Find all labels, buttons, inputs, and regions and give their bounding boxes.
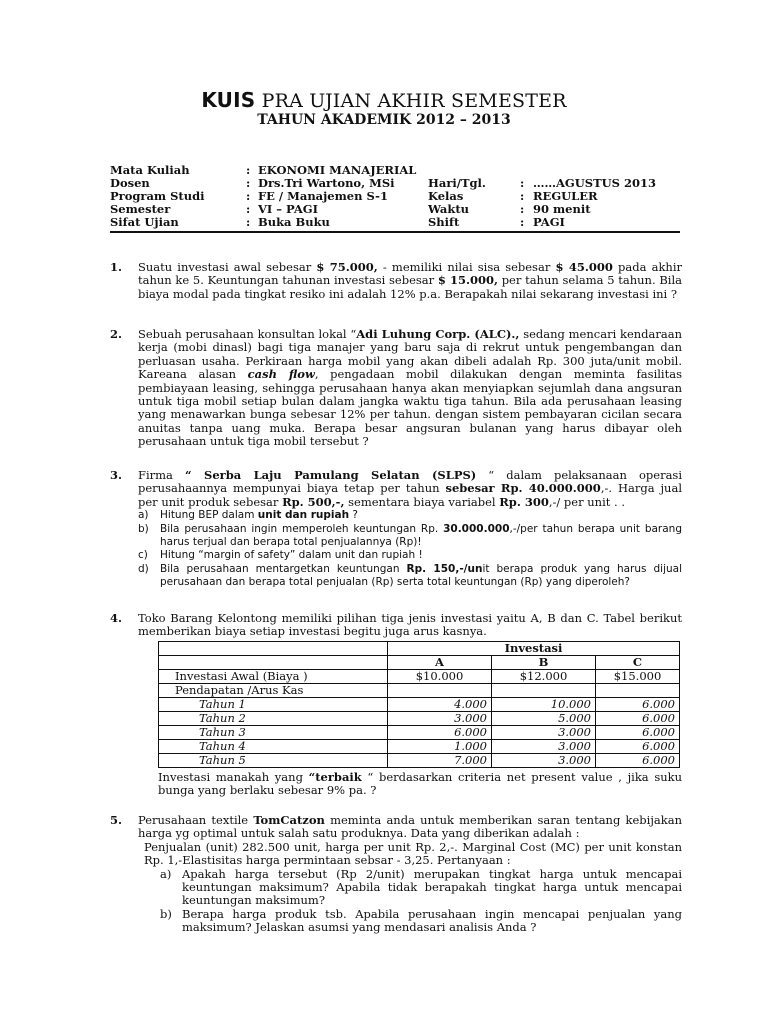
text: Bila perusahaan ingin memperoleh keuntungan Rp.	[160, 522, 444, 535]
table-cell	[388, 684, 492, 698]
text: Penjualan (unit) 282.500 unit, harga per unit Rp. 2,-. Marginal Cost (MC) per unit konstan Rp. 1,-Elastisitas harga permintaan sebsar - 3,25. Pertanyaan :	[144, 839, 682, 868]
info-row	[110, 203, 690, 216]
text: Hitung “margin of safety” dalam unit dan rupiah !	[160, 549, 423, 562]
text: Suatu investasi awal sebesar	[138, 260, 317, 274]
text: Hitung BEP dalam	[160, 509, 258, 522]
text: ,-. Harga jual per unit produk sebesar	[138, 481, 682, 509]
info-colon: :	[246, 163, 251, 177]
text: per tahun selama 5 tahun. Bila biaya modal pada tingkat resiko ini adalah 12% p.a. Berapakah nilai sekarang investasi ini ?	[138, 273, 682, 301]
text: Bila perusahaan mentargetkan keuntungan	[160, 562, 407, 575]
table-cell: 3.000	[492, 754, 596, 768]
info-label: Shift	[428, 215, 460, 229]
table-cell: 3.000	[492, 740, 596, 754]
table-row	[159, 712, 680, 726]
table-cell: 7.000	[388, 754, 492, 768]
sub-question-a	[138, 509, 682, 522]
question-number: 2.	[110, 327, 123, 341]
info-colon: :	[246, 215, 251, 229]
question-number: 1.	[110, 260, 123, 274]
table-header: C	[596, 656, 680, 670]
text: Sebuah perusahaan konsultan lokal “	[138, 327, 357, 341]
table-group-header: Investasi	[388, 642, 680, 656]
table-row	[159, 656, 680, 670]
table-cell: $15.000	[596, 670, 680, 684]
table-row	[159, 642, 680, 656]
table-cell: 6.000	[596, 740, 680, 754]
sub-question-a	[160, 868, 682, 908]
text: “ berdasarkan criteria net present value , jika suku bunga yang berlaku sebesar 9% pa. ?	[158, 770, 682, 798]
table-row	[159, 684, 680, 698]
text: “ dalam pelaksanaan operasi perusahaannya mempunyai biaya tetap per tahun	[138, 468, 683, 496]
document-subtitle: TAHUN AKADEMIK 2012 – 2013	[257, 112, 511, 128]
table-header: A	[388, 656, 492, 670]
text: Berapa harga produk tsb. Apabila perusahaan ingin mencapai penjualan yang maksimum? Jelaskan asumsi yang mendasari analisis Anda ?	[182, 906, 682, 935]
table-cell: 10.000	[492, 698, 596, 712]
table-cell: Tahun 4	[159, 740, 388, 754]
text: ,-/ per unit . .	[548, 494, 625, 509]
question-text	[138, 328, 682, 449]
table-cell	[159, 656, 388, 670]
table-cell	[159, 642, 388, 656]
table-row	[159, 726, 680, 740]
info-value: 90 menit	[533, 202, 591, 216]
info-value: REGULER	[533, 189, 598, 203]
table-cell: Tahun 2	[159, 712, 388, 726]
question-4-followup	[158, 771, 682, 798]
info-row	[110, 216, 690, 229]
info-label: Sifat Ujian	[110, 215, 179, 229]
investment-table	[158, 641, 680, 768]
sub-question-c	[138, 549, 682, 562]
bold-text: “ Serba Laju Pamulang Selatan (SLPS)	[184, 468, 477, 482]
text: it berapa produk yang harus dijual perusahaan dan berapa total penjualan (Rp) serta total keuntungan (Rp) yang diperoleh?	[160, 562, 682, 589]
text: , pengadaan mobil dilakukan dengan meminta fasilitas pembiayaan leasing, sehingga perusahaan hanya akan menyiapkan sejumlah dana angsuran untuk tiga mobil setiap bulan dalam jangka waktu tiga tahun. Bila ada perusahaan leasing yang menawarkan bunga sebesar 12% per tahun. dengan sistem pembayaran cicilan secara anuitas tanpa uang muka. Berapa besar angsuran bulanan yang harus dibayar oleh perusahaan untuk tiga mobil tersebut ?	[138, 367, 682, 449]
question-number: 3.	[110, 468, 123, 482]
bold-text: sebesar Rp. 40.000.000	[445, 481, 601, 496]
document-title	[0, 88, 768, 112]
sub-question-b	[160, 908, 682, 935]
title-rest: PRA UJIAN AKHIR SEMESTER	[261, 90, 567, 112]
sub-letter: c)	[138, 549, 148, 562]
question-number: 4.	[110, 611, 123, 625]
table-cell: 6.000	[596, 754, 680, 768]
sub-letter: a)	[160, 866, 172, 881]
bold-text: “terbaik	[308, 770, 362, 784]
bold-text: $ 45.000	[555, 260, 613, 274]
info-label: Semester	[110, 202, 171, 216]
info-colon: :	[246, 202, 251, 216]
table-cell: 3.000	[492, 726, 596, 740]
table-cell: Pendapatan /Arus Kas	[159, 684, 388, 698]
text: sedang mencari kendaraan kerja (mobi dinasl) bagi tiga manajer yang baru saja di rekrut untuk pengembangan dan perluasan usaha. Perkiraan harga mobil yang akan dibeli adalah Rp. 300 juta/unit mobil. Kareana alasan	[138, 327, 683, 382]
table-cell: $12.000	[492, 670, 596, 684]
question-text	[158, 771, 682, 798]
text: Perusahaan textile	[138, 813, 254, 827]
text: meminta anda untuk memberikan saran tentang kebijakan harga yg optimal untuk salah satu produknya. Data yang diberikan adalah :	[138, 813, 682, 841]
info-label: Kelas	[428, 189, 464, 203]
table-row	[159, 754, 680, 768]
table-row	[159, 740, 680, 754]
exam-info-block	[110, 164, 690, 229]
header-divider	[110, 231, 680, 233]
table-cell: 6.000	[596, 698, 680, 712]
bold-text: unit dan rupiah	[257, 509, 350, 522]
title-kuis: KUIS	[201, 88, 256, 112]
text: sementara biaya variabel	[344, 494, 500, 509]
info-colon: :	[520, 215, 525, 229]
table-cell: Tahun 3	[159, 726, 388, 740]
text: Firma	[138, 468, 185, 482]
table-header: B	[492, 656, 596, 670]
info-label: Dosen	[110, 176, 150, 190]
info-colon: :	[520, 176, 525, 190]
text: pada akhir tahun ke 5. Keuntungan tahunan investasi sebesar	[138, 260, 682, 288]
info-value: EKONOMI MANAJERIAL	[258, 163, 417, 177]
text: Apakah harga tersebut (Rp 2/unit) merupakan tingkat harga untuk mencapai keuntungan maksimum? Apabila tidak berapakah tingkat harga untuk mencapai keuntungan maksimum?	[182, 866, 682, 908]
table-cell: 5.000	[492, 712, 596, 726]
sub-letter: d)	[138, 562, 149, 575]
question-number: 5.	[110, 813, 123, 827]
info-value: ……AGUSTUS 2013	[533, 176, 656, 190]
info-label: Hari/Tgl.	[428, 176, 486, 190]
text: ?	[349, 509, 358, 522]
info-value: Drs.Tri Wartono, MSi	[258, 176, 395, 190]
table-row	[159, 698, 680, 712]
table-row	[159, 670, 680, 684]
question-text	[138, 469, 682, 590]
bold-text: $ 15.000,	[437, 273, 498, 288]
bold-text: Rp. 300	[499, 494, 549, 509]
table-cell: Tahun 5	[159, 754, 388, 768]
info-colon: :	[520, 189, 525, 203]
text: Investasi manakah yang	[158, 770, 309, 784]
bold-text: Rp. 500,-,	[282, 494, 345, 509]
question-text: Toko Barang Kelontong memiliki pilihan tiga jenis investasi yaitu A, B dan C. Tabel berikut memberikan biaya setiap investasi begitu juga arus kasnya.	[138, 611, 682, 639]
bold-text: Rp. 150,-/un	[406, 562, 483, 575]
bold-text: TomCatzon	[253, 813, 325, 827]
text: ,-/per tahun berapa unit barang harus terjual dan berapa total penjualannya (Rp)!	[160, 522, 683, 549]
sub-question-d	[138, 563, 682, 590]
info-value: FE / Manajemen S-1	[258, 189, 388, 203]
sub-letter: b)	[138, 522, 149, 535]
table-cell: Tahun 1	[159, 698, 388, 712]
text: - memiliki nilai sisa sebesar	[377, 260, 556, 274]
table-cell: $10.000	[388, 670, 492, 684]
table-cell: Investasi Awal (Biaya )	[159, 670, 388, 684]
bold-text: 30.000.000	[443, 522, 510, 535]
info-label: Waktu	[428, 202, 470, 216]
table-cell: 3.000	[388, 712, 492, 726]
table-cell	[492, 684, 596, 698]
sub-question-b	[138, 523, 682, 550]
table-cell: 4.000	[388, 698, 492, 712]
info-colon: :	[520, 202, 525, 216]
info-row	[110, 190, 690, 203]
info-value: Buka Buku	[258, 215, 330, 229]
info-label: Program Studi	[110, 189, 205, 203]
table-cell	[596, 684, 680, 698]
sub-letter: a)	[138, 509, 149, 522]
question-text	[138, 261, 682, 301]
table-cell: 1.000	[388, 740, 492, 754]
question-text	[138, 814, 682, 935]
table-cell: 6.000	[388, 726, 492, 740]
info-value: VI – PAGI	[258, 202, 318, 216]
info-label: Mata Kuliah	[110, 163, 190, 177]
info-colon: :	[246, 176, 251, 190]
bold-text: Adi Luhung Corp. (ALC).,	[356, 327, 520, 341]
info-colon: :	[246, 189, 251, 203]
bold-italic-text: cash flow	[247, 367, 315, 382]
table-cell: 6.000	[596, 712, 680, 726]
info-value: PAGI	[533, 215, 565, 229]
sub-letter: b)	[160, 906, 172, 921]
bold-text: $ 75.000,	[316, 260, 378, 274]
table-cell: 6.000	[596, 726, 680, 740]
